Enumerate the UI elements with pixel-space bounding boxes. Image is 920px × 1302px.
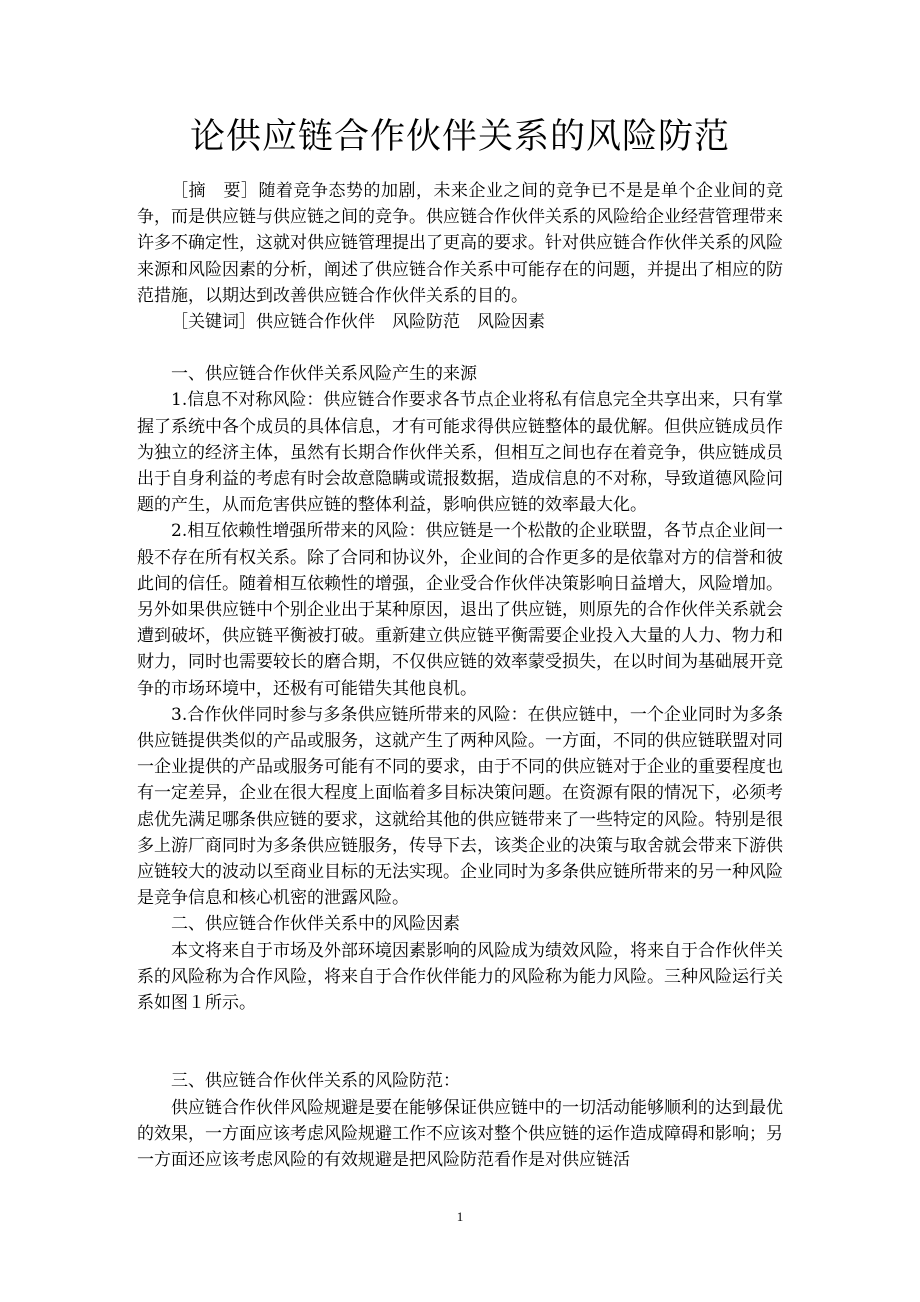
abstract-label: ［摘 要］ xyxy=(171,181,259,201)
section1-paragraph-3: 3.合作伙伴同时参与多条供应链所带来的风险：在供应链中，一个企业同时为多条供应链提供类似的产品或服务，这就产生了两种风险。一方面，不同的供应链联盟对同一企业提供的产品或服务可能有不同的要求，由于不同的供应链对于企业的重要程度也有一定差异，企业在很大程度上面临着多目标决策问题。在资源有限的情况下，必须考虑优先满足哪条供应链的要求，这就给其他的供应链带来了一些特定的风险。特别是很多上游厂商同时为多条供应链服务，传导下去，该类企业的决策与取舍就会带来下游供应链较大的波动以至商业目标的无法实现。企业同时为多条供应链所带来的另一种风险是竞争信息和核心机密的泄露风险。 xyxy=(137,704,783,909)
section3-heading: 三、供应链合作伙伴关系的风险防范： xyxy=(171,1071,460,1092)
page-number: 1 xyxy=(456,1209,464,1224)
section2-paragraph-1: 本文将来自于市场及外部环境因素影响的风险成为绩效风险，将来自于合作伙伴关系的风险称为合作风险，将来自于合作伙伴能力的风险称为能力风险。三种风险运行关系如图１所示。 xyxy=(137,940,783,1014)
keywords-paragraph xyxy=(137,309,783,335)
document-title: 论供应链合作伙伴关系的风险防范 xyxy=(189,117,730,157)
section1-heading: 一、供应链合作伙伴关系风险产生的来源 xyxy=(171,364,477,385)
abstract-text: 随着竞争态势的加剧，未来企业之间的竞争已不是是单个企业间的竞争，而是供应链与供应链之间的竞争。供应链合作伙伴关系的风险给企业经营管理带来许多不确定性，这就对供应链管理提出了更高的要求。针对供应链合作伙伴关系的风险来源和风险因素的分析，阐述了供应链合作关系中可能存在的问题，并提出了相应的防范措施，以期达到改善供应链合作伙伴关系的目的。 xyxy=(137,181,783,306)
keywords-text: 供应链合作伙伴 风险防范 风险因素 xyxy=(256,312,545,333)
section2-heading: 二、供应链合作伙伴关系中的风险因素 xyxy=(171,914,460,935)
abstract-paragraph xyxy=(137,178,783,309)
section3-paragraph-1: 供应链合作伙伴风险规避是要在能够保证供应链中的一切活动能够顺利的达到最优的效果，一方面应该考虑风险规避工作不应该对整个供应链的运作造成障碍和影响；另一方面还应该考虑风险的有效规避是把风险防范看作是对供应链活 xyxy=(137,1097,783,1170)
keywords-label: ［关键词］ xyxy=(171,312,256,333)
blank-line xyxy=(137,335,783,361)
section1-paragraph-1: 1.信息不对称风险：供应链合作要求各节点企业将私有信息完全共享出来，只有掌握了系统中各个成员的具体信息，才有可能求得供应链整体的最优解。但供应链成员作为独立的经济主体，虽然有长期合作伙伴关系，但相互之间也存在着竞争，供应链成员出于自身利益的考虑有时会故意隐瞒或谎报数据，造成信息的不对称，导致道德风险问题的产生，从而危害供应链的整体利益，影响供应链的效率最大化。 xyxy=(137,390,783,516)
section1-paragraph-2: 2.相互依赖性增强所带来的风险：供应链是一个松散的企业联盟，各节点企业间一般不存在所有权关系。除了合同和协议外，企业间的合作更多的是依靠对方的信誉和彼此间的信任。随着相互依赖性的增强，企业受合作伙伴决策影响日益增大，风险增加。另外如果供应链中个别企业出于某种原因，退出了供应链，则原先的合作伙伴关系就会遭到破坏，供应链平衡被打破。重新建立供应链平衡需要企业投入大量的人力、物力和财力，同时也需要较长的磨合期，不仅供应链的效率蒙受损失，在以时间为基础展开竞争的市场环境中，还极有可能错失其他良机。 xyxy=(137,521,783,699)
figure-gap xyxy=(137,1016,783,1068)
document-body xyxy=(137,178,783,1173)
